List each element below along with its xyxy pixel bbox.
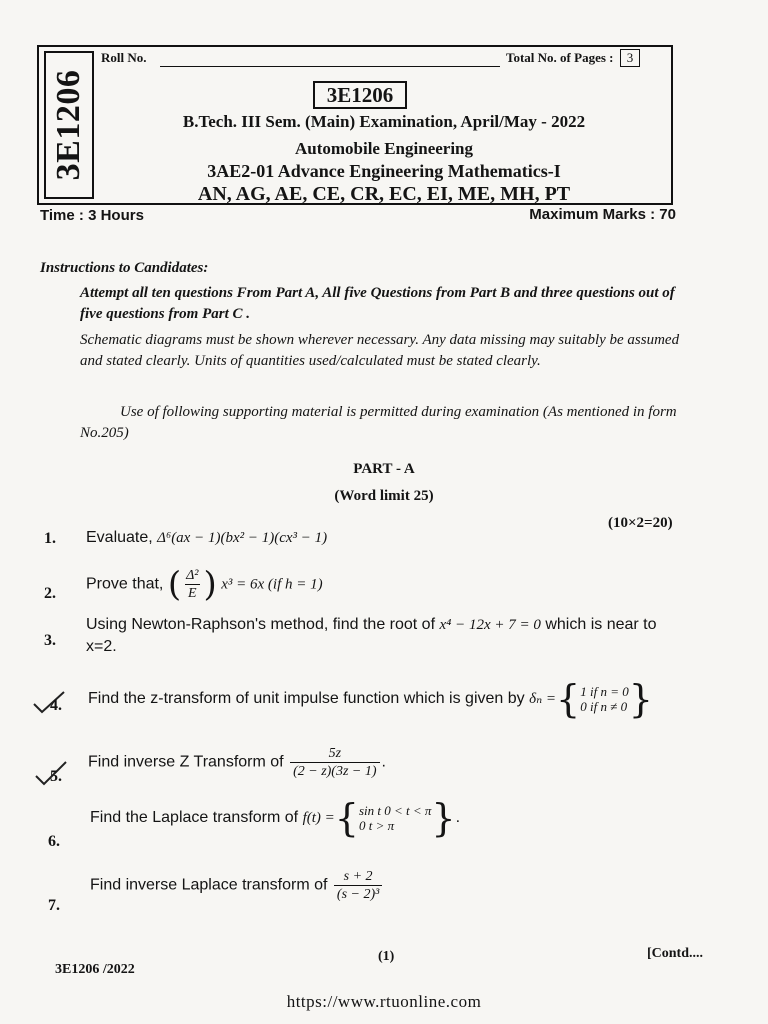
case-2: 0 if n ≠ 0 (580, 699, 628, 714)
question-7 (90, 868, 384, 903)
total-pages (506, 49, 640, 67)
question-6 (90, 796, 461, 840)
question-2 (86, 564, 323, 605)
question-math: f(t) = (302, 810, 335, 827)
continued-label: [Contd.... (647, 946, 704, 961)
question-text-after: . (381, 753, 386, 771)
paper-code-box: 3E1206 (313, 81, 407, 109)
instructions-para-3: Use of following supporting material is permitted during examination (As mentioned in form No.205) (80, 404, 677, 441)
question-number: 2. (44, 585, 56, 602)
question-text: Find the Laplace transform of (90, 809, 299, 827)
left-brace: { (334, 796, 359, 840)
question-5 (88, 745, 386, 780)
fraction-numerator: Δ² (186, 568, 199, 583)
piecewise-cases (359, 803, 431, 833)
footer-paper-code: 3E1206 /2022 (55, 962, 135, 977)
question-number: 6. (48, 833, 60, 850)
branch-title: Automobile Engineering (294, 139, 474, 158)
question-text-after: . (455, 809, 461, 827)
question-number: 3. (44, 632, 56, 649)
fraction (334, 868, 382, 903)
time-allowed: Time : 3 Hours (40, 207, 144, 224)
fraction-denominator: (s − 2)³ (334, 885, 382, 903)
exam-title: B.Tech. III Sem. (Main) Examination, April/May - 2022 (182, 112, 586, 131)
case-2: 0 t > π (358, 818, 395, 833)
question-text: Prove that, (86, 575, 164, 593)
instructions-heading: Instructions to Candidates: (40, 260, 209, 276)
right-paren: ) (203, 564, 217, 605)
source-url: https://www.rtuonline.com (286, 992, 482, 1011)
fraction-denominator: E (185, 584, 200, 602)
question-text: Find inverse Laplace transform of (90, 876, 328, 894)
part-a-title: PART - A (353, 461, 415, 477)
instructions-para-1: Attempt all ten questions From Part A, All five Questions from Part B and three questions out of five questions from Part C . (80, 285, 675, 322)
total-pages-label: Total No. of Pages : (506, 50, 614, 65)
instructions-para-2: Schematic diagrams must be shown wherever necessary. Any data missing may suitably be assumed and stated clearly. Units of quantities used/calculated must be stated clearly. (80, 332, 680, 369)
question-math: δₙ = (529, 691, 557, 708)
fraction (183, 567, 201, 602)
piecewise-cases (580, 684, 629, 714)
question-number: 4. (50, 697, 62, 714)
part-a-subtitle: (Word limit 25) (334, 488, 434, 504)
left-paren: ( (167, 564, 182, 605)
maximum-marks: Maximum Marks : 70 (529, 206, 676, 223)
fraction-numerator: s + 2 (343, 869, 373, 884)
page-number: (1) (378, 949, 395, 964)
total-pages-value: 3 (620, 49, 641, 67)
subject-title: 3AE2-01 Advance Engineering Mathematics-I (207, 161, 561, 181)
roll-no-label: Roll No. (101, 50, 147, 65)
fraction-denominator: (2 − z)(3z − 1) (290, 762, 379, 780)
question-3 (86, 614, 696, 658)
question-number: 5. (50, 768, 62, 785)
question-math: Δ⁶(ax − 1)(bx² − 1)(cx³ − 1) (157, 530, 328, 546)
question-text-after: which is near to (545, 616, 657, 633)
roll-no-line (160, 66, 500, 67)
left-brace: { (556, 677, 581, 721)
question-text: Evaluate, (86, 529, 153, 546)
question-text: Find the z-transform of unit impulse function which is given by (88, 690, 525, 708)
tick-mark-icon (30, 690, 68, 716)
question-number: 7. (48, 897, 60, 914)
part-a-marks: (10×2=20) (608, 515, 673, 531)
fraction (290, 745, 379, 780)
question-4 (88, 677, 653, 721)
branch-codes: AN, AG, AE, CE, CR, EC, EI, ME, MH, PT (197, 183, 571, 205)
question-math: x⁴ − 12x + 7 = 0 (439, 617, 541, 633)
question-text: Find inverse Z Transform of (88, 753, 284, 771)
question-text-line2: x=2. (86, 638, 117, 655)
case-1: sin t 0 < t < π (358, 803, 432, 818)
question-number: 1. (44, 530, 56, 547)
right-brace: } (431, 796, 456, 840)
question-text: Using Newton-Raphson's method, find the root of (86, 616, 436, 633)
question-1 (86, 527, 327, 549)
right-brace: } (628, 677, 653, 721)
case-1: 1 if n = 0 (580, 684, 629, 699)
question-math: x³ = 6x (if h = 1) (221, 576, 323, 593)
vertical-paper-code: 3E1206 (50, 69, 87, 181)
fraction-numerator: 5z (328, 746, 342, 761)
